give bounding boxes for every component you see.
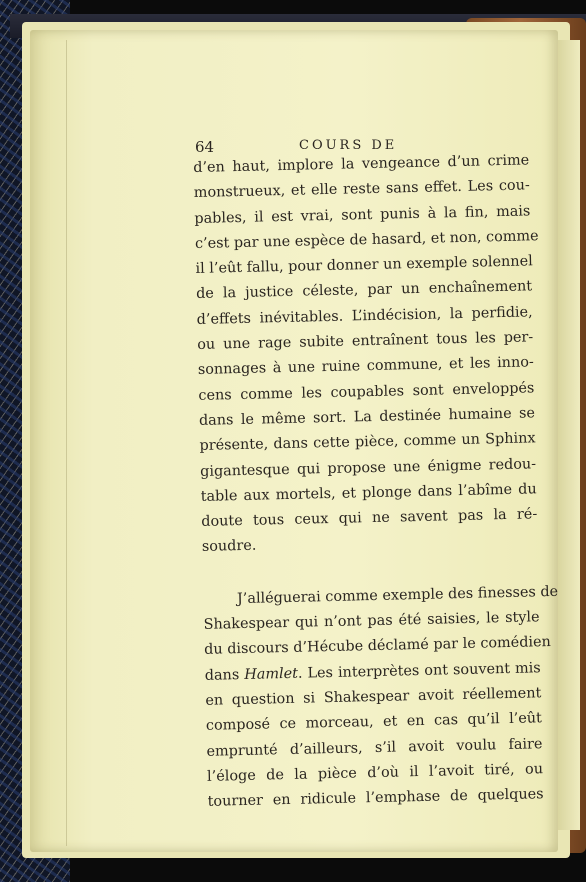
- text-line: en question si Shakespear avoit réellement: [205, 685, 542, 709]
- running-title: COURS DE: [299, 138, 398, 153]
- text-line: dans le même sort. La destinée humaine se: [198, 405, 536, 429]
- text-line: d’effets inévitables. L’indécision, la perfidie,: [196, 304, 533, 328]
- text-fragment: . Les interprètes ont souvent mis: [297, 659, 541, 682]
- text-line: J’alléguerai comme exemple des finesses de: [236, 583, 559, 607]
- text-line: présente, dans cette pièce, comme un Sphinx: [199, 430, 536, 455]
- text-line: du discours d’Hécube déclamé par le comédien: [204, 634, 552, 659]
- text-line: l’éloge de la pièce d’où il l’avoit tiré, ou: [206, 761, 544, 785]
- text-line: d’en haut, implore la vengeance d’un crime: [193, 152, 530, 176]
- text-line: soudre.: [201, 538, 257, 556]
- text-line: doute tous ceux qui ne savent pas la ré-: [201, 506, 538, 531]
- page-fold-edge: [36, 40, 67, 846]
- text-line: c’est par une espèce de hasard, et non, comme: [194, 228, 539, 252]
- body-text: [193, 148, 559, 815]
- text-line: tourner en ridicule l’emphase de quelques: [207, 786, 544, 810]
- text-line: sonnages à une ruine commune, et les inno-: [197, 354, 534, 379]
- text-line: monstrueux, et elle reste sans effet. Les cou-: [193, 177, 530, 202]
- text-line: pables, il est vrai, sont punis à la fin, mais: [194, 202, 531, 227]
- text-line: composé ce morceau, et en cas qu’il l’eût: [205, 710, 543, 735]
- text-fragment: dans: [204, 666, 245, 684]
- text-line: emprunté d’ailleurs, s’il avoit voulu faire: [206, 735, 543, 760]
- text-line: de la justice céleste, par un enchaînement: [195, 278, 533, 303]
- work-title-hamlet: Hamlet: [244, 665, 299, 683]
- text-line: ou une rage subite entraînent tous les per-: [197, 329, 534, 354]
- page-stack-edge: [556, 40, 580, 830]
- text-line: gigantesque qui propose une énigme redou-: [199, 455, 537, 480]
- text-line: cens comme les coupables sont enveloppés: [198, 379, 535, 404]
- page-number: 64: [195, 138, 215, 156]
- text-line: il l’eût fallu, pour donner un exemple solennel: [195, 253, 533, 278]
- text-line: Shakespear qui n’ont pas été saisies, le style: [203, 609, 540, 633]
- text-line: table aux mortels, et plonge dans l’abîme du: [200, 481, 537, 505]
